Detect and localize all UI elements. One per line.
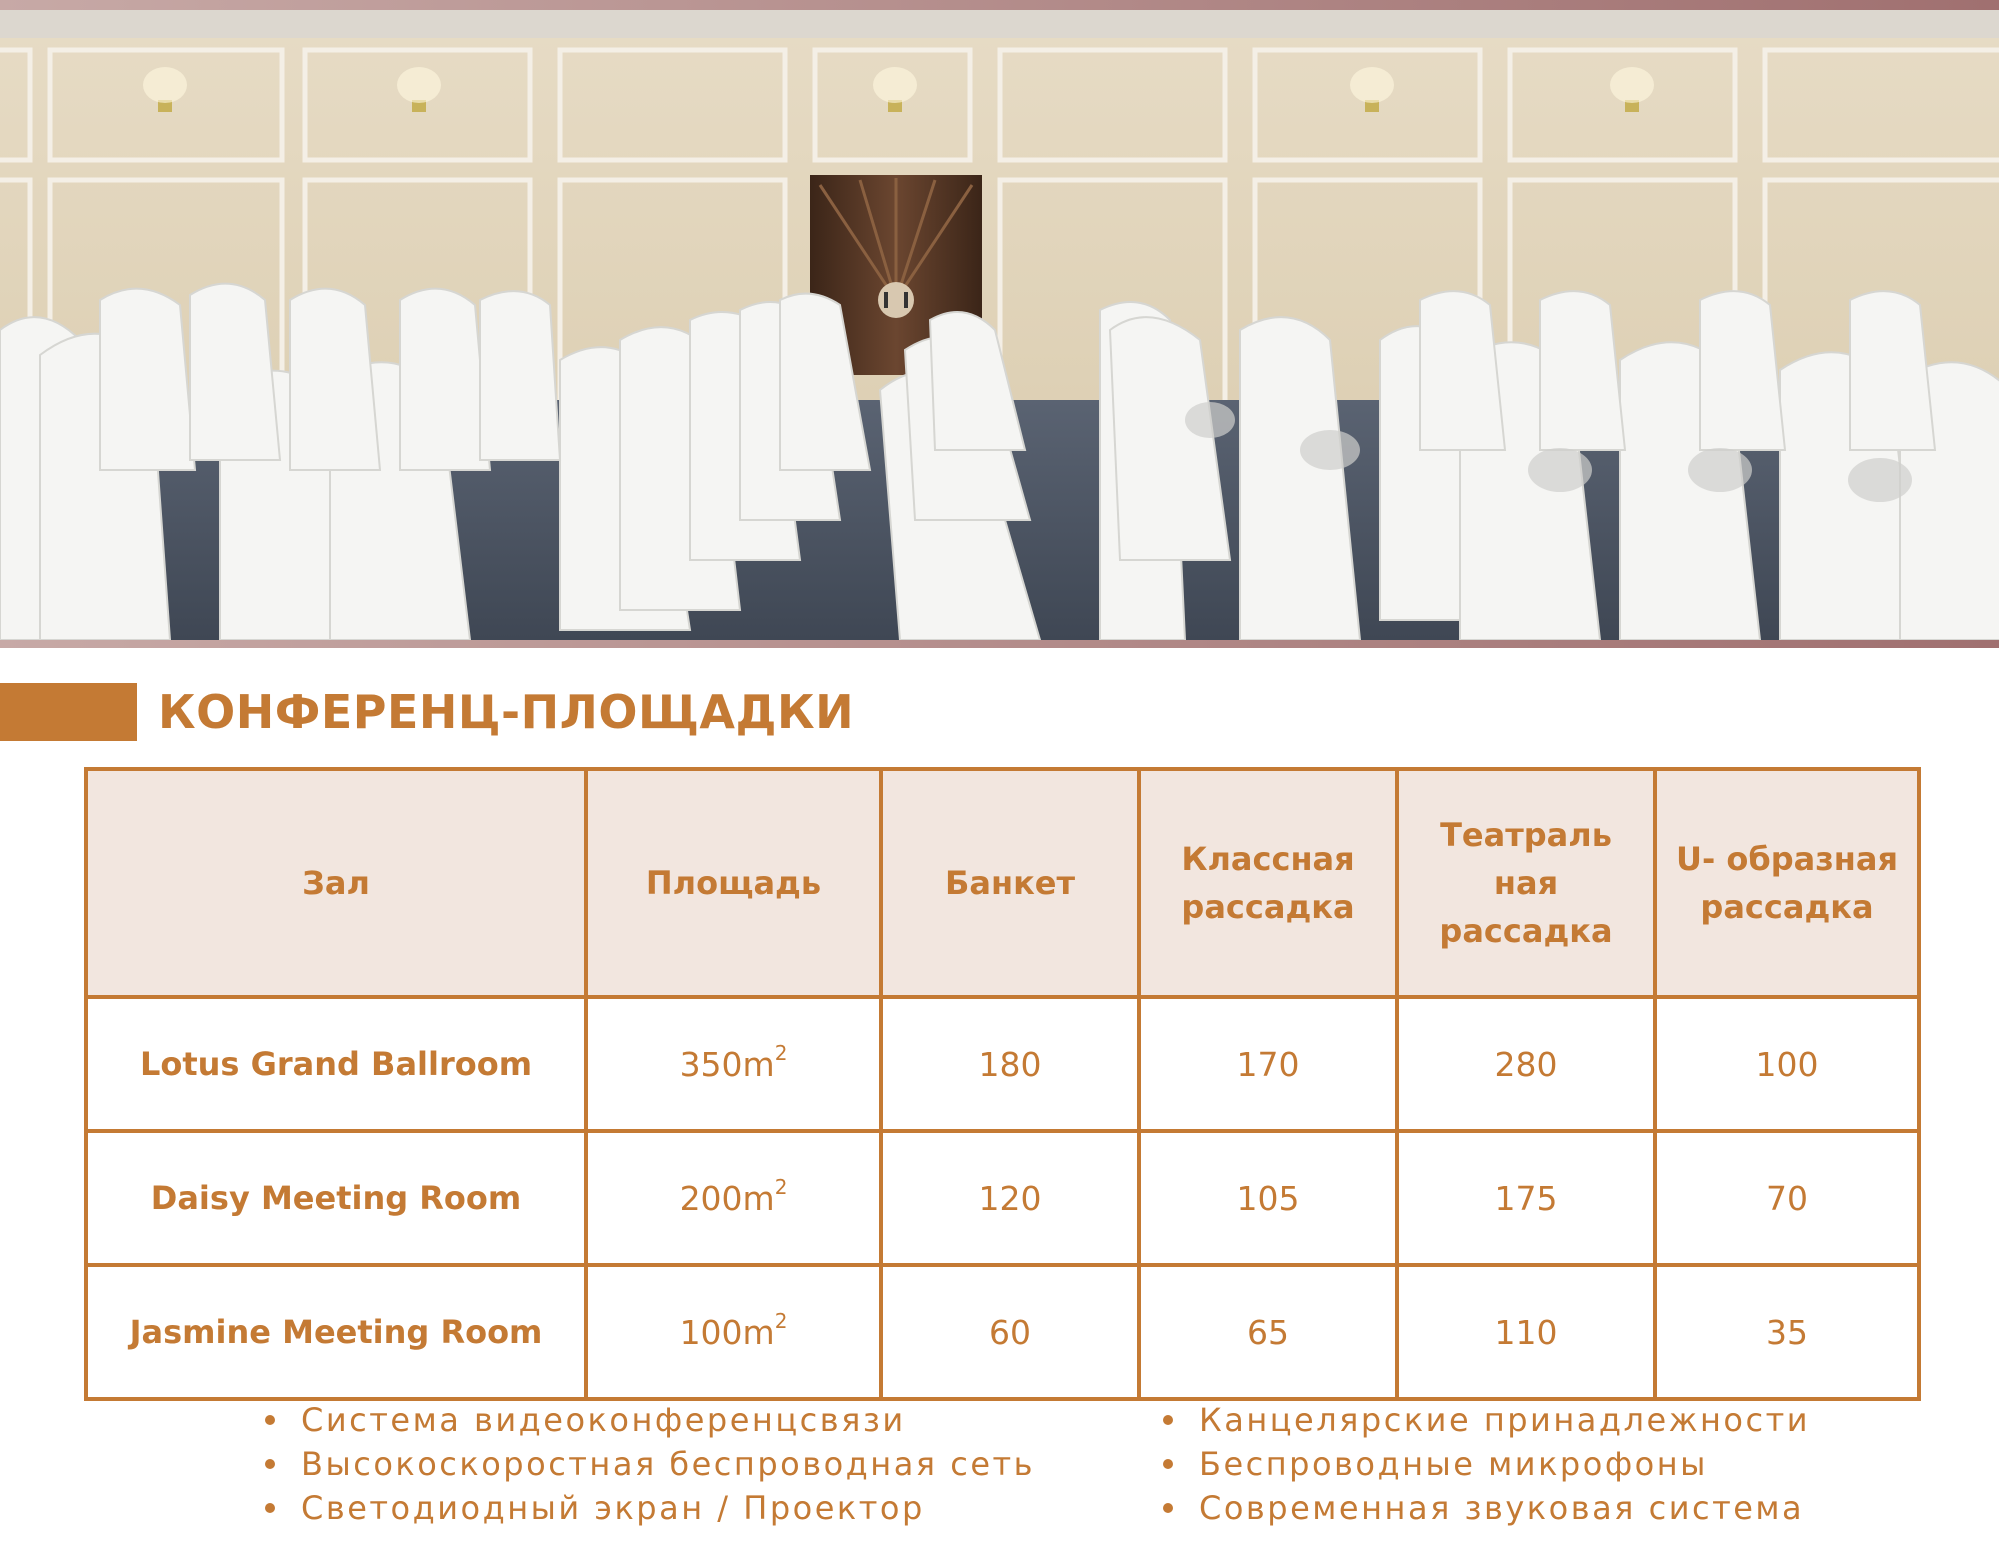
hall-area: $200m^2$ <box>586 1131 881 1265</box>
list-item: Беспроводные микрофоны <box>1163 1442 1810 1486</box>
bullet-icon <box>1163 1415 1173 1425</box>
table-row <box>86 997 1919 1131</box>
banquet-capacity: 60 <box>881 1265 1139 1399</box>
conference-hall-photo <box>0 0 1999 648</box>
classroom-capacity: 65 <box>1139 1265 1397 1399</box>
header-u-shape: U- образная рассадка <box>1655 769 1919 997</box>
u-shape-capacity: 100 <box>1655 997 1919 1131</box>
hero-photo <box>0 0 1999 648</box>
classroom-capacity: 105 <box>1139 1131 1397 1265</box>
venues-table <box>84 767 1921 1401</box>
bullet-icon <box>1163 1503 1173 1513</box>
u-shape-capacity: 35 <box>1655 1265 1919 1399</box>
list-item: Современная звуковая система <box>1163 1486 1810 1530</box>
bullet-icon <box>265 1503 275 1513</box>
header-area: Площадь <box>586 769 881 997</box>
list-item: Канцелярские принадлежности <box>1163 1398 1810 1442</box>
features-list-left <box>265 1398 1035 1530</box>
table-row <box>86 1265 1919 1399</box>
bullet-icon <box>265 1459 275 1469</box>
u-shape-capacity: 70 <box>1655 1131 1919 1265</box>
hall-area: $350m^2$ <box>586 997 881 1131</box>
list-item: Высокоскоростная беспроводная сеть <box>265 1442 1035 1486</box>
table-row <box>86 1131 1919 1265</box>
classroom-capacity: 170 <box>1139 997 1397 1131</box>
hall-name: Jasmine Meeting Room <box>86 1265 586 1399</box>
header-classroom: Классная рассадка <box>1139 769 1397 997</box>
hall-area: $100m^2$ <box>586 1265 881 1399</box>
list-item: Система видеоконференцсвязи <box>265 1398 1035 1442</box>
theatre-capacity: 280 <box>1397 997 1655 1131</box>
table-header-row <box>86 769 1919 997</box>
bullet-icon <box>1163 1459 1173 1469</box>
theatre-capacity: 110 <box>1397 1265 1655 1399</box>
list-item: Светодиодный экран / Проектор <box>265 1486 1035 1530</box>
hall-name: Lotus Grand Ballroom <box>86 997 586 1131</box>
header-hall: Зал <box>86 769 586 997</box>
section-title: КОНФЕРЕНЦ-ПЛОЩАДКИ <box>158 685 855 739</box>
theatre-capacity: 175 <box>1397 1131 1655 1265</box>
banquet-capacity: 180 <box>881 997 1139 1131</box>
header-theatre: Театраль ная рассадка <box>1397 769 1655 997</box>
banquet-capacity: 120 <box>881 1131 1139 1265</box>
section-accent-bar <box>0 683 137 741</box>
features-list-right <box>1163 1398 1810 1530</box>
header-banquet: Банкет <box>881 769 1139 997</box>
bullet-icon <box>265 1415 275 1425</box>
hall-name: Daisy Meeting Room <box>86 1131 586 1265</box>
